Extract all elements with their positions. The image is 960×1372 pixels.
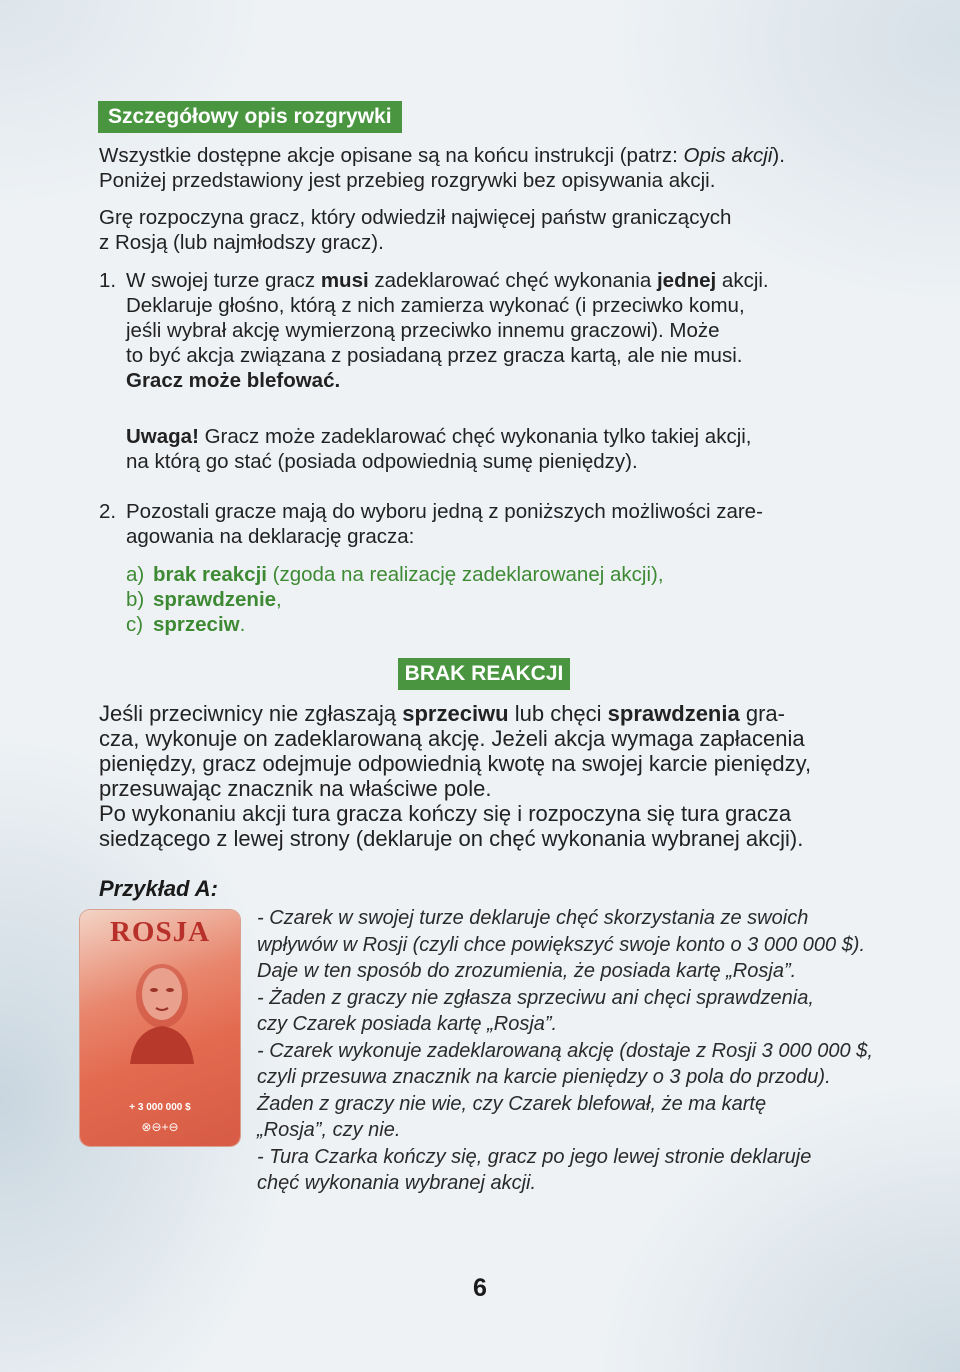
option-item: a) brak reakcji (zgoda na realizację zadeklarowanej akcji), xyxy=(126,563,664,586)
start-text: Grę rozpoczyna gracz, który odwiedził najwięcej państw graniczących z Rosją (lub najmłodszy gracz). xyxy=(99,206,732,254)
section-title: Szczegółowy opis rozgrywki xyxy=(98,101,402,133)
rosja-card xyxy=(80,910,240,1146)
brak-reakcji-text: Jeśli przeciwnicy nie zgłaszają sprzeciwu lub chęci sprawdzenia gra- cza, wykonuje on zadeklarowaną akcję. Jeżeli akcja wymaga zapłacenia pieniędzy, gracz odejmuje odpowiednią kwotę na swojej karcie pieniędzy, przesuwając znacznik na właściwe pole. Po wykonaniu akcji tura gracza kończy się i rozpoczyna się tura gracza siedzącego z lewej strony (deklaruje on chęć wykonania wybranej akcji). xyxy=(99,701,812,851)
example-title: Przykład A: xyxy=(99,876,219,901)
example-line: chęć wykonania wybranej akcji. xyxy=(257,1172,537,1194)
step2-number: 2. xyxy=(99,500,117,523)
example-line: wpływów w Rosji (czyli chce powiększyć swoje konto o 3 000 000 $). xyxy=(257,933,866,956)
example-text xyxy=(257,905,907,1197)
card-title: ROSJA xyxy=(109,916,211,948)
step2-text: Pozostali gracze mają do wyboru jedną z poniższych możliwości zare- agowania na deklarację gracza: xyxy=(126,500,763,548)
example-line: Daje w ten sposób do zrozumienia, że posiada kartę „Rosja”. xyxy=(257,960,797,982)
example-line: - Żaden z graczy nie zgłasza sprzeciwu ani chęci sprawdzenia, xyxy=(257,986,814,1009)
example-line: - Tura Czarka kończy się, gracz po jego lewej stronie deklaruje xyxy=(257,1145,812,1168)
brak-reakcji-heading: BRAK REAKCJI xyxy=(398,658,570,690)
step1-warning: Uwaga! Gracz może zadeklarować chęć wykonania tylko takiej akcji, na którą go stać (posiada odpowiednią sumę pieniędzy). xyxy=(126,425,752,473)
example-line: czyli przesuwa znacznik na karcie pieniędzy o 3 pola do przodu). xyxy=(257,1066,831,1088)
card-action-icons: ⊗⊖+⊖ xyxy=(141,1120,179,1134)
step1-text: W swojej turze gracz musi zadeklarować chęć wykonania jednej akcji. Deklaruje głośno, którą z nich zamierza wykonać (i przeciwko komu, jeśli wybrał akcję wymierzoną przeciwko innemu graczowi). Może to być akcja związana z posiadaną przez gracza kartą, ale nie musi. Gracz może blefować. xyxy=(126,269,769,392)
card-money: + 3 000 000 $ xyxy=(129,1102,191,1113)
intro-text: Wszystkie dostępne akcje opisane są na końcu instrukcji (patrz: Opis akcji). Poniżej przedstawiony jest przebieg rozgrywki bez opisywania akcji. xyxy=(99,144,785,192)
example-line: - Czarek wykonuje zadeklarowaną akcję (dostaje z Rosji 3 000 000 $, xyxy=(257,1039,873,1062)
portrait-icon xyxy=(120,956,204,1064)
option-item: b) sprawdzenie, xyxy=(126,588,282,611)
example-line: Żaden z graczy nie wie, czy Czarek blefował, że ma kartę xyxy=(257,1092,767,1115)
option-list xyxy=(126,562,664,637)
example-line: - Czarek w swojej turze deklaruje chęć skorzystania ze swoich xyxy=(257,907,809,929)
page-number: 6 xyxy=(473,1274,487,1302)
step1-number: 1. xyxy=(99,269,117,292)
example-line: „Rosja”, czy nie. xyxy=(257,1119,401,1141)
example-line: czy Czarek posiada kartę „Rosja”. xyxy=(257,1013,558,1035)
option-item: c) sprzeciw. xyxy=(126,613,246,636)
